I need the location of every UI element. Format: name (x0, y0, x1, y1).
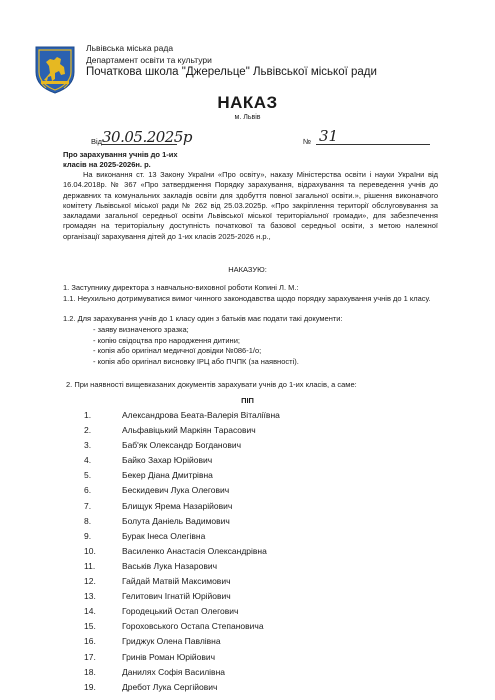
list-heading: ПІП (241, 396, 254, 405)
student-row (84, 546, 280, 561)
order-heading: НАКАЗУЮ: (228, 265, 267, 274)
student-number: 9. (84, 530, 92, 541)
student-number: 8. (84, 515, 92, 526)
student-number: 16. (84, 636, 96, 647)
order-subject (63, 150, 178, 170)
student-name: Бурак Інеса Олегівна (122, 530, 206, 541)
student-row (84, 667, 280, 682)
student-name: Баб'як Олександр Богданович (122, 440, 242, 451)
item-2: 2. При наявності вищевказаних документів зарахувати учнів до 1-их класів, а саме: (66, 380, 357, 389)
school-name: Початкова школа "Джерельце" Львівської міської ради (86, 66, 377, 78)
student-number: 1. (84, 410, 92, 420)
item-1-2: 1.2. Для зарахування учнів до 1 класу один з батьків має подати такі документи: (63, 314, 343, 323)
student-number: 19. (84, 681, 96, 692)
student-row (84, 485, 280, 500)
student-number: 18. (84, 666, 96, 677)
document-item: - заяву визначеного зразка; (93, 325, 189, 334)
student-row (84, 501, 280, 516)
handwritten-number: 31 (319, 127, 339, 145)
student-name: Гриджук Олена Павлівна (122, 636, 221, 647)
student-name: Дребот Лука Сергійович (122, 681, 218, 692)
student-row (84, 636, 280, 651)
student-name: Гелитович Ігнатій Юрійович (122, 591, 231, 602)
org-line-2: Департамент освіти та культури (86, 55, 212, 65)
student-name: Данилях Софія Василівна (122, 666, 225, 677)
required-documents-list (93, 325, 299, 367)
student-row (84, 470, 280, 485)
date-label: Від (91, 137, 103, 146)
student-name: Бекер Діана Дмитрівна (122, 470, 213, 481)
document-item: - копія або оригінал медичної довідки №086-1/о; (93, 346, 262, 355)
student-name: Бескидевич Лука Олегович (122, 485, 230, 496)
students-list (84, 410, 280, 697)
student-number: 2. (84, 425, 92, 436)
lviv-coat-of-arms-icon (34, 44, 76, 94)
student-number: 17. (84, 651, 96, 662)
handwritten-date: 30.05.2025р (102, 128, 192, 146)
student-name: Городецький Остап Олегович (122, 606, 239, 617)
document-title: НАКАЗ (217, 93, 278, 112)
document-item: - копію свідоцтва про народження дитини; (93, 335, 240, 345)
subject-line-2: класів на 2025-2026н. р. (63, 160, 151, 169)
number-label: № (303, 137, 312, 146)
student-row (84, 682, 280, 697)
student-row (84, 561, 280, 576)
student-number: 13. (84, 591, 96, 602)
student-name: Альфавіцький Маркіян Тарасович (122, 425, 256, 436)
student-number: 14. (84, 606, 96, 617)
student-number: 5. (84, 470, 92, 481)
document-item: - копія або оригінал висновку ІРЦ або ПЧПК (за наявності). (93, 356, 299, 366)
student-row (84, 652, 280, 667)
student-number: 4. (84, 455, 92, 466)
student-number: 12. (84, 576, 96, 587)
student-number: 6. (84, 485, 92, 496)
student-name: Александрова Беата-Валерія Віталіївна (122, 410, 280, 420)
student-row (84, 606, 280, 621)
student-name: Блищук Ярема Назарійович (122, 500, 233, 511)
preamble-paragraph: На виконання ст. 13 Закону України «Про освіту», наказу Міністерства освіти і науки України від 16.04.2018р. № 367 «Про затвердження Порядку зарахування, відрахування та переведення учнів до державних та комунальних закладів освіти для здобуття повної загальної освіти.», рішення виконавчого комітету Львівської міської ради № 262 від 25.03.2025р. «Про закріплення території обслуговування за закладами загальної середньої освіти Львівської міської територіальної громади», для забезпечення громадян на територіальну доступність початкової та базової середньої освіти, з метою належної організації зарахування дітей до 1-их класів 2025-2026 н.р., (63, 170, 438, 241)
student-name: Гринів Роман Юрійович (122, 651, 216, 662)
student-row (84, 410, 280, 425)
org-line-1: Львівська міська рада (86, 43, 174, 53)
student-name: Васьків Лука Назарович (122, 560, 218, 571)
subject-line-1: Про зарахування учнів до 1-их (63, 150, 178, 159)
number-underline (316, 144, 430, 145)
student-row (84, 455, 280, 470)
student-row (84, 591, 280, 606)
date-underline (101, 144, 177, 145)
student-name: Байко Захар Юрійович (122, 455, 213, 466)
student-row (84, 425, 280, 440)
student-row (84, 576, 280, 591)
student-name: Гайдай Матвій Максимович (122, 576, 231, 587)
item-1: 1. Заступнику директора з навчально-виховної роботи Копині Л. М.: (63, 283, 299, 292)
student-number: 15. (84, 621, 96, 632)
student-row (84, 516, 280, 531)
student-name: Василенко Анастасія Олександрівна (122, 545, 267, 556)
student-number: 11. (84, 560, 96, 571)
student-name: Болута Даніель Вадимович (122, 515, 230, 526)
student-number: 3. (84, 440, 92, 451)
student-number: 7. (84, 500, 92, 511)
student-row (84, 531, 280, 546)
student-number: 10. (84, 545, 96, 556)
item-1-1: 1.1. Неухильно дотримуватися вимог чинного законодавства щодо порядку зарахування учнів до 1 класу. (63, 294, 431, 303)
student-row (84, 440, 280, 455)
student-name: Гороховського Остапа Степановича (122, 621, 264, 632)
document-city: м. Львів (234, 114, 261, 121)
student-row (84, 621, 280, 636)
